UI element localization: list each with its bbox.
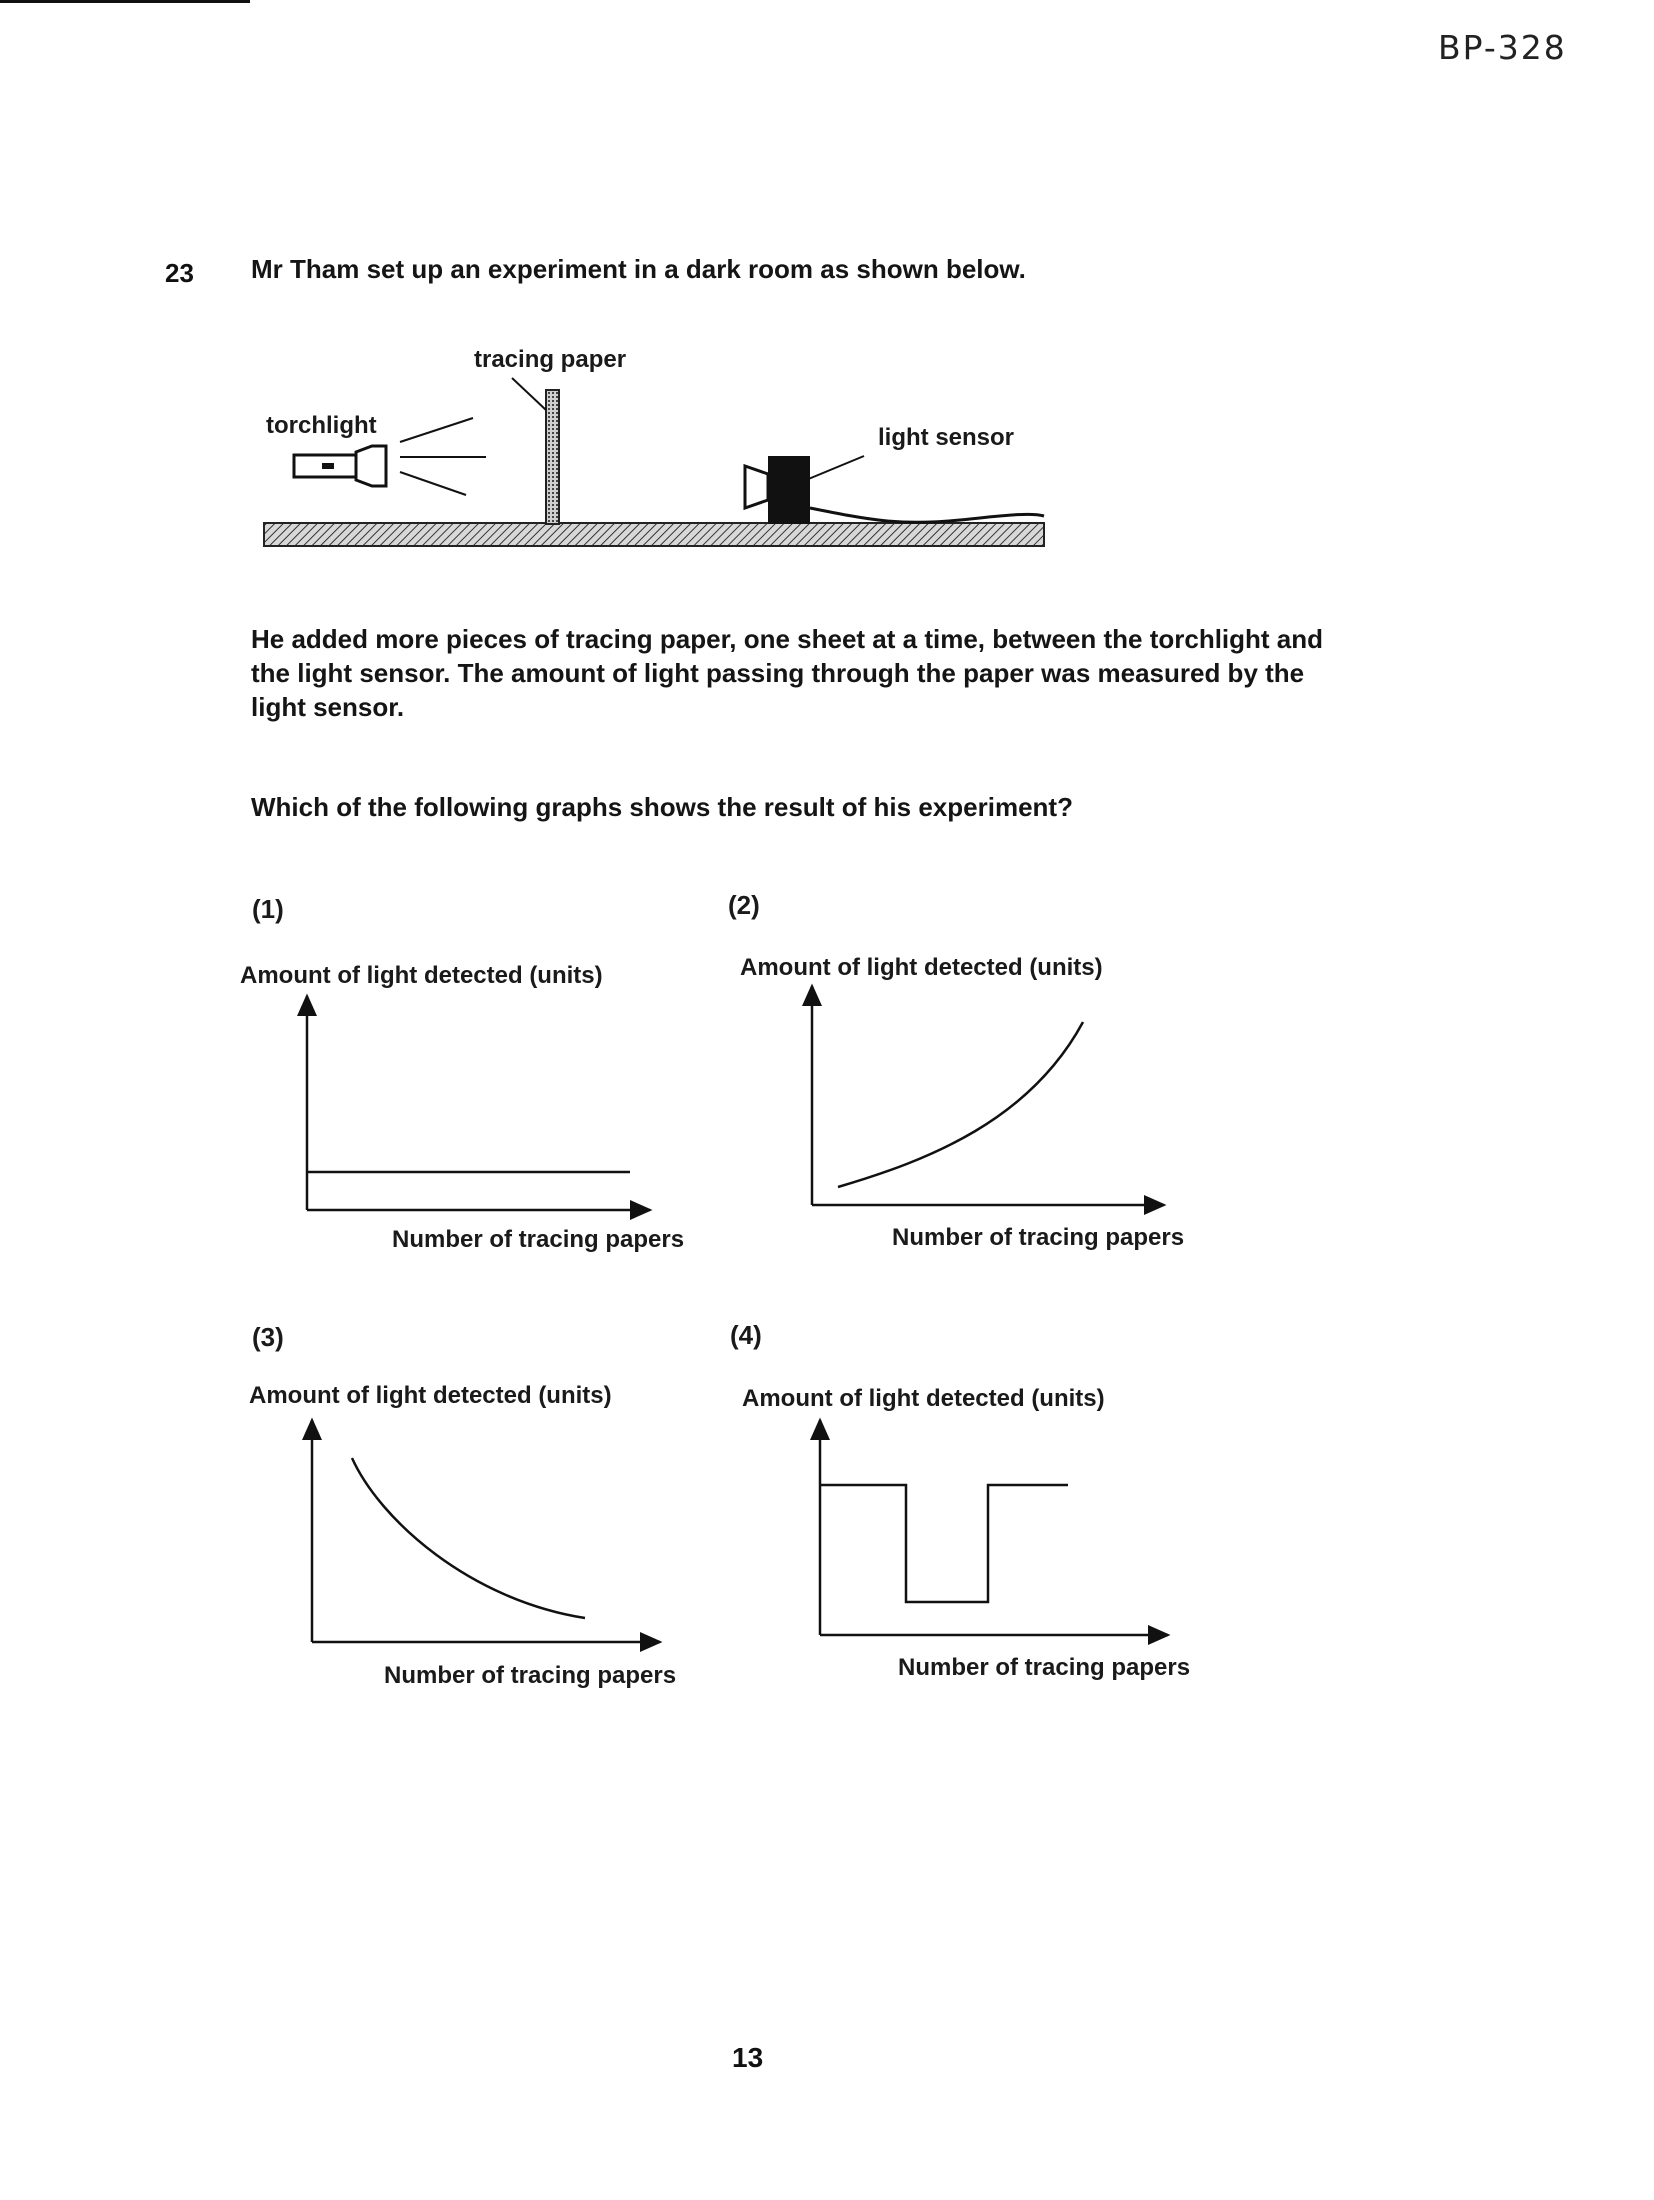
- option-4-curve: [820, 1485, 1068, 1602]
- option-4-ylabel: Amount of light detected (units): [742, 1385, 1105, 1412]
- question-description: He added more pieces of tracing paper, one sheet at a time, between the torchlight and the light sensor. The amount of light passing through the paper was measured by the light sensor.: [251, 624, 1324, 722]
- light-sensor-label: light sensor: [878, 424, 1015, 451]
- option-4-graph[interactable]: [820, 1420, 1168, 1635]
- option-3-ylabel: Amount of light detected (units): [249, 1382, 612, 1409]
- question-number: 23: [165, 258, 194, 288]
- option-3-curve: [352, 1458, 585, 1618]
- option-2-ylabel: Amount of light detected (units): [740, 954, 1103, 981]
- option-2-number[interactable]: (2): [728, 890, 760, 920]
- torchlight-label: torchlight: [266, 412, 377, 439]
- option-2-curve: [838, 1022, 1083, 1187]
- option-3-xlabel: Number of tracing papers: [384, 1662, 677, 1689]
- option-1-ylabel: Amount of light detected (units): [240, 962, 603, 989]
- option-2-graph[interactable]: [812, 986, 1164, 1205]
- option-4-xlabel: Number of tracing papers: [898, 1654, 1191, 1681]
- option-2-xlabel: Number of tracing papers: [892, 1224, 1185, 1251]
- option-1-number[interactable]: (1): [252, 894, 284, 924]
- option-1-xlabel: Number of tracing papers: [392, 1226, 685, 1253]
- option-4-number[interactable]: (4): [730, 1320, 762, 1350]
- option-1-graph[interactable]: [307, 996, 650, 1210]
- option-3-graph[interactable]: [312, 1420, 660, 1642]
- option-3-number[interactable]: (3): [252, 1322, 284, 1352]
- question-intro: Mr Tham set up an experiment in a dark room as shown below.: [251, 254, 1026, 284]
- tracing-paper-label: tracing paper: [474, 346, 627, 373]
- question-prompt: Which of the following graphs shows the result of his experiment?: [251, 792, 1073, 822]
- page-number: 13: [732, 2042, 764, 2073]
- document-code: BP-328: [1438, 28, 1567, 67]
